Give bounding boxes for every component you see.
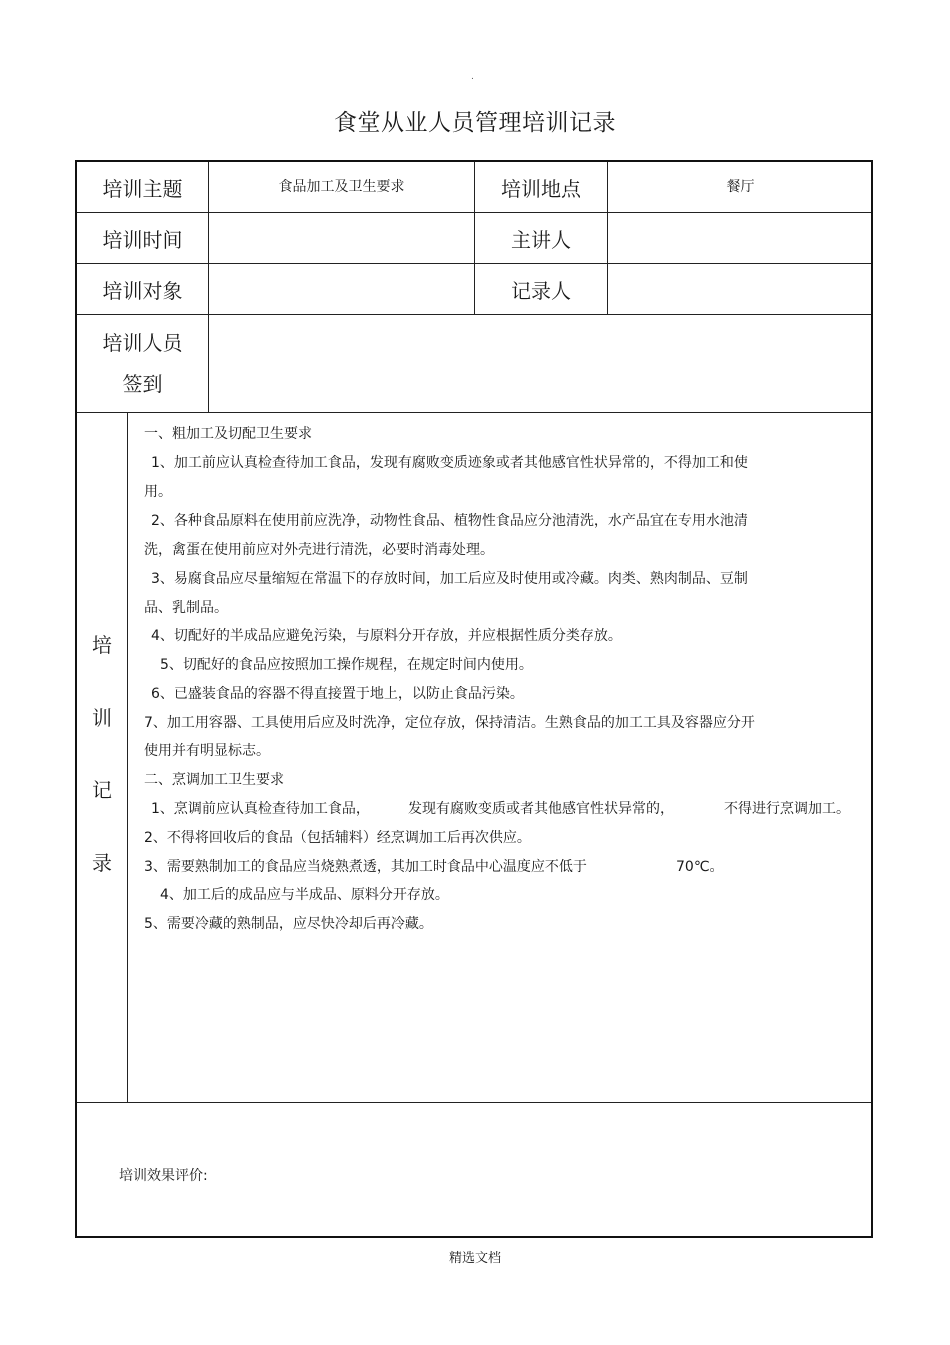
record-label <box>77 414 127 1104</box>
record-heading: 二、烹调加工卫生要求 <box>144 772 284 788</box>
record-line: 不得进行烹调加工。 <box>724 801 850 817</box>
document-title: 食堂从业人员管理培训记录 <box>334 110 616 136</box>
record-line: 5、需要冷藏的熟制品，应尽快冷却后再冷藏。 <box>144 916 433 932</box>
record-line: 2、不得将回收后的食品（包括辅料）经烹调加工后再次供应。 <box>144 830 531 846</box>
record-line: 2、各种食品原料在使用前应洗净，动物性食品、植物性食品应分池清洗，水产品宜在专用水池清 <box>151 513 748 529</box>
record-line: 洗，禽蛋在使用前应对外壳进行清洗，必要时消毒处理。 <box>144 542 494 558</box>
record-label-char: 记 <box>92 778 112 803</box>
location-value: 餐厅 <box>726 179 755 195</box>
recorder-value <box>608 264 873 314</box>
record-line: 3、需要熟制加工的食品应当烧熟煮透，其加工时食品中心温度应不低于 <box>144 859 587 875</box>
record-line: 7、加工用容器、工具使用后应及时洗净，定位存放，保持清洁。生熟食品的加工工具及容器应分开 <box>144 715 755 731</box>
record-line: 70℃。 <box>676 859 724 875</box>
row-divider <box>77 412 871 413</box>
record-line: 品、乳制品。 <box>144 600 228 616</box>
audience-value <box>209 264 474 314</box>
record-line: 6、已盛装食品的容器不得直接置于地上，以防止食品污染。 <box>151 686 524 702</box>
training-record-table <box>75 160 873 1238</box>
topic-label: 培训主题 <box>102 176 183 201</box>
record-line: 使用并有明显标志。 <box>144 743 270 759</box>
location-label: 培训地点 <box>501 176 581 201</box>
audience-label: 培训对象 <box>102 278 183 303</box>
header-dot: . <box>471 72 474 82</box>
record-heading: 一、粗加工及切配卫生要求 <box>144 426 312 442</box>
record-label-char: 培 <box>92 633 112 657</box>
record-line: 4、切配好的半成品应避免污染，与原料分开存放，并应根据性质分类存放。 <box>151 628 622 644</box>
time-label: 培训时间 <box>102 227 183 252</box>
record-line: 1、加工前应认真检查待加工食品，发现有腐败变质迹象或者其他感官性状异常的，不得加工和使 <box>151 455 748 471</box>
row-divider <box>77 1102 871 1103</box>
record-line: 4、加工后的成品应与半成品、原料分开存放。 <box>160 887 449 903</box>
recorder-label: 记录人 <box>511 278 571 303</box>
record-line: 3、易腐食品应尽量缩短在常温下的存放时间，加工后应及时使用或冷藏。肉类、熟肉制品、豆制 <box>151 571 748 587</box>
column-divider <box>127 412 128 1102</box>
signin-area <box>209 315 873 412</box>
record-line: 发现有腐败变质或者其他感官性状异常的， <box>408 801 674 817</box>
record-line: 1、烹调前应认真检查待加工食品， <box>151 801 370 817</box>
evaluation-label: 培训效果评价: <box>119 1168 208 1184</box>
time-value <box>209 213 474 263</box>
speaker-label: 主讲人 <box>511 227 571 252</box>
record-label-char: 录 <box>92 850 112 875</box>
record-line: 5、切配好的食品应按照加工操作规程，在规定时间内使用。 <box>160 657 533 673</box>
signin-label-line-2: 签到 <box>122 371 163 396</box>
signin-label-line-1: 培训人员 <box>102 330 183 355</box>
record-label-char: 训 <box>92 705 112 730</box>
signin-label <box>77 315 208 412</box>
topic-value: 食品加工及卫生要求 <box>278 179 405 195</box>
footer-text: 精选文档 <box>448 1251 501 1266</box>
speaker-value <box>608 213 873 263</box>
record-line: 用。 <box>144 484 172 500</box>
